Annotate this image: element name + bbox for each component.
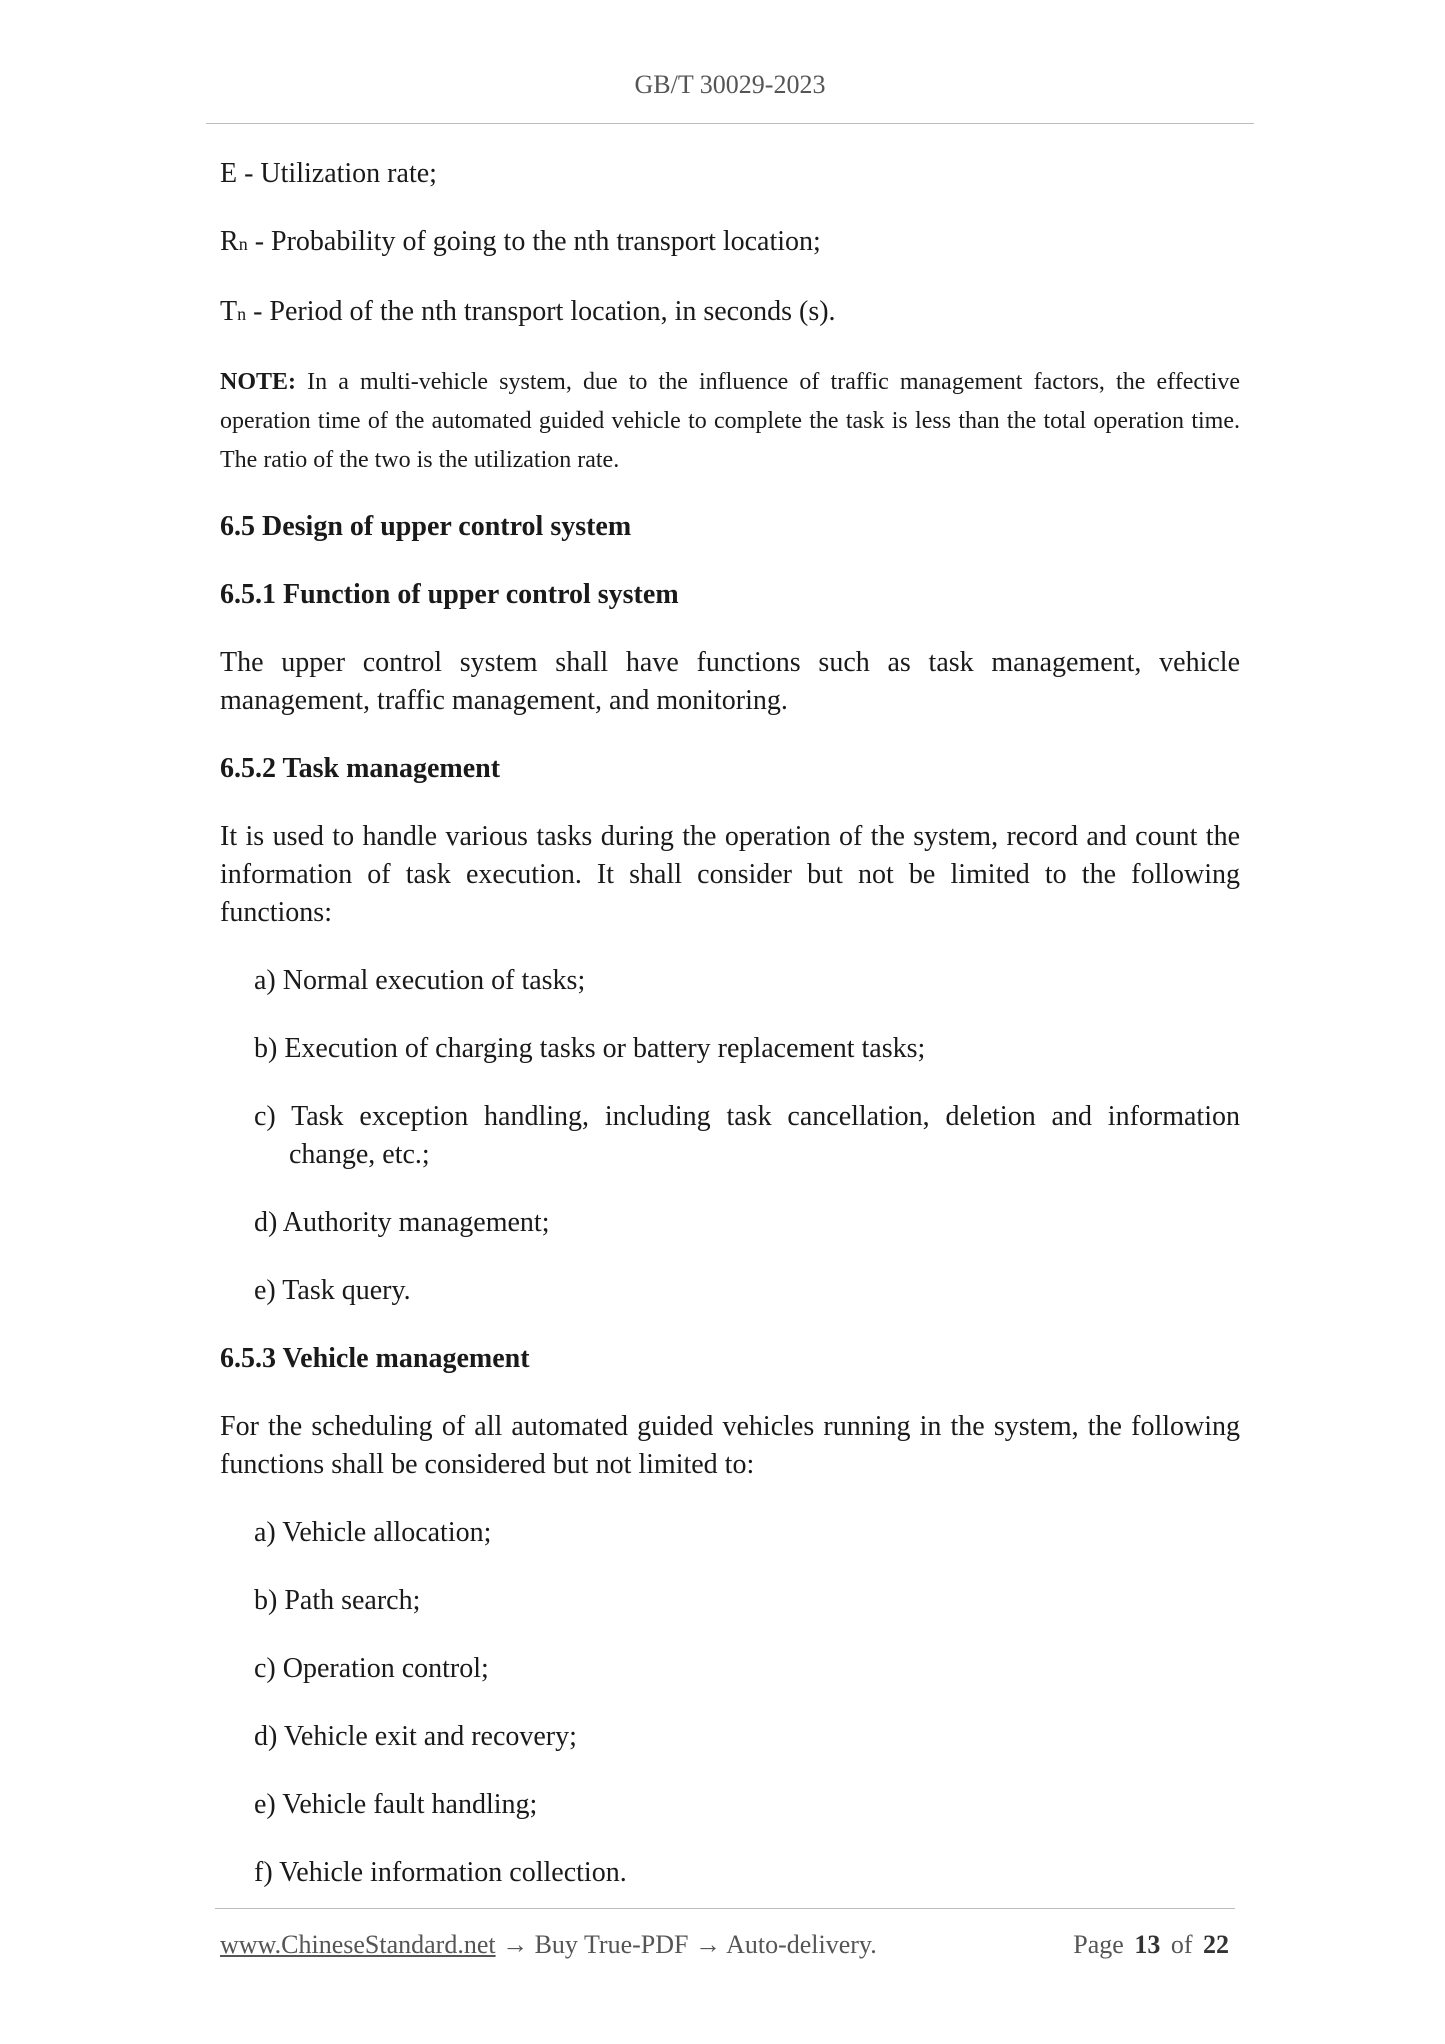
list-item: a) Vehicle allocation; <box>254 1517 492 1548</box>
list-item: f) Vehicle information collection. <box>254 1857 627 1888</box>
buy-pdf-text: Buy True-PDF <box>534 1930 689 1959</box>
section-body-6-5-3: For the scheduling of all automated guided vehicles running in the system, the following functions shall be considered but not limited to: <box>220 1411 1240 1480</box>
current-page: 13 <box>1134 1930 1161 1959</box>
definition-e: E - Utilization rate; <box>220 158 437 189</box>
section-heading-6-5-3: 6.5.3 Vehicle management <box>220 1343 530 1374</box>
website-link[interactable]: www.ChineseStandard.net <box>220 1930 496 1959</box>
section-heading-6-5-2: 6.5.2 Task management <box>220 753 501 784</box>
arrow-right-icon: → <box>495 1930 535 1959</box>
definition-tn: Tn - Period of the nth transport location, in seconds (s). <box>220 296 836 327</box>
document-body <box>220 155 1240 1922</box>
arrow-right-icon: → <box>688 1930 727 1959</box>
auto-delivery-text: Auto-delivery. <box>726 1930 877 1959</box>
page-header: GB/T 30029-2023 <box>634 70 826 99</box>
list-item: b) Path search; <box>254 1585 421 1616</box>
list-item: e) Vehicle fault handling; <box>254 1789 538 1820</box>
section-body-6-5-1: The upper control system shall have functions such as task management, vehicle management, traffic management, and monitoring. <box>220 647 1240 716</box>
note-paragraph: NOTE: In a multi-vehicle system, due to the influence of traffic management factors, the effective operation time of the automated guided vehicle to complete the task is less than the total operation time. The ratio of the two is the utilization rate. <box>220 369 1240 473</box>
total-pages: 22 <box>1203 1930 1229 1959</box>
footer-promo <box>220 1930 877 1960</box>
header-rule <box>206 123 1254 124</box>
section-heading-6-5-1: 6.5.1 Function of upper control system <box>220 579 679 610</box>
section-body-6-5-2: It is used to handle various tasks during the operation of the system, record and count the information of task execution. It shall consider but not be limited to the following functions: <box>220 821 1240 928</box>
note-label: NOTE: <box>220 369 297 395</box>
footer-rule <box>215 1908 1235 1909</box>
list-item: a) Normal execution of tasks; <box>254 965 586 996</box>
list-item: c) Operation control; <box>254 1653 489 1684</box>
list-item: d) Vehicle exit and recovery; <box>254 1721 577 1752</box>
definition-rn: Rn - Probability of going to the nth transport location; <box>220 226 821 257</box>
list-item: c) Task exception handling, including task cancellation, deletion and information change, etc.; <box>254 1101 1240 1170</box>
list-item: e) Task query. <box>254 1275 411 1306</box>
list-item: b) Execution of charging tasks or battery replacement tasks; <box>254 1033 926 1064</box>
section-heading-6-5: 6.5 Design of upper control system <box>220 511 632 542</box>
list-item: d) Authority management; <box>254 1207 550 1238</box>
page-number: Page 13 of 22 <box>1073 1930 1229 1959</box>
